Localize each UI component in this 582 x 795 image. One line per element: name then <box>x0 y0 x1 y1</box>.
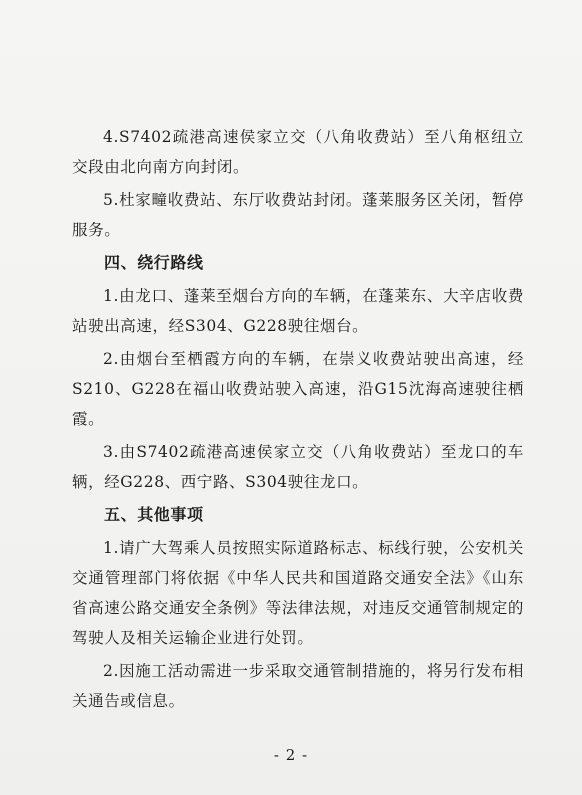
document-body <box>72 122 524 719</box>
section-heading-other: 五、其他事项 <box>104 505 204 524</box>
paragraph-detour-3: 3.由S7402疏港高速侯家立交（八角收费站）至龙口的车辆，经G228、西宁路、S304驶往龙口。 <box>72 443 524 491</box>
paragraph-other-1: 1.请广大驾乘人员按照实际道路标志、标线行驶，公安机关交通管理部门将依据《中华人民共和国道路交通安全法》《山东省高速公路交通安全条例》等法律法规，对违反交通管制规定的驾驶人及相关运输企业进行处罚。 <box>72 539 524 647</box>
paragraph-detour-1: 1.由龙口、蓬莱至烟台方向的车辆，在蓬莱东、大辛店收费站驶出高速，经S304、G228驶往烟台。 <box>72 287 524 335</box>
paragraph-closure-4: 4.S7402疏港高速侯家立交（八角收费站）至八角枢纽立交段由北向南方向封闭。 <box>72 128 524 176</box>
paragraph-detour-2: 2.由烟台至栖霞方向的车辆，在崇义收费站驶出高速，经S210、G228在福山收费站驶入高速，沿G15沈海高速驶往栖霞。 <box>72 350 524 428</box>
paragraph-closure-5: 5.杜家疃收费站、东厅收费站封闭。蓬莱服务区关闭，暂停服务。 <box>72 191 524 239</box>
paragraph-other-2: 2.因施工活动需进一步采取交通管制措施的，将另行发布相关通告或信息。 <box>72 662 524 710</box>
page-number: - 2 - <box>273 746 309 764</box>
section-heading-detour: 四、绕行路线 <box>104 253 204 272</box>
